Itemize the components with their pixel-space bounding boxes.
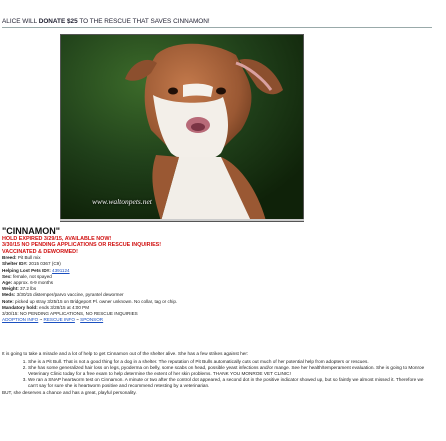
helping-label: Helping Lost Pets ID#: — [2, 267, 51, 273]
strikes-list — [14, 359, 432, 389]
breed-value: Pit Bull mix — [17, 255, 41, 261]
age-label: Age: — [2, 280, 13, 286]
dog-photo — [60, 34, 304, 222]
strike-item: 1. She is a Pit Bull. That is not a good thing for a dog in a shelter. The reputation of Pit Bulls automatically cuts out much of her potential help from adopters or rescues. — [28, 359, 432, 365]
meds-value: 3/30/15 distemper/parvo vaccine, pyrantel dewormer — [16, 292, 124, 298]
sex-label: Sex: — [2, 273, 12, 279]
adoption-info-link[interactable]: ADOPTION INFO — [2, 317, 39, 323]
sponsor-link[interactable]: SPONSOR — [80, 317, 104, 323]
pet-info — [2, 226, 432, 323]
breed-label: Breed: — [2, 255, 17, 261]
story-outro: BUT, she deserves a chance and has a great, playful personality. — [2, 389, 137, 395]
weight-value: 37.2 lbs — [20, 286, 37, 292]
meds-label: Meds: — [2, 292, 16, 298]
shelter-label: Shelter ID#: — [2, 261, 28, 267]
rescue-info-link[interactable]: RESCUE INFO — [43, 317, 75, 323]
banner-bold: DONATE $25 — [38, 18, 78, 25]
banner-prefix: ALICE WILL — [2, 18, 39, 25]
note-value: picked up stray 3/25/15 on Bridgeport Pl. owner unknown. No collar, tag or chip. — [15, 298, 178, 304]
strike-item: 3. We ran a SNAP heartworm test on Cinnamon. A minute or two after the control dot appeared, a second dot in the positive indicator showed up, but so faintly we almost missed it. Therefore we can't say for sure she is heartworm positive and recommend retesting by a veterinarian. — [28, 377, 432, 389]
pending-status: 3/30/15 NO PENDING APPLICATIONS OR RESCUE INQUIRIES! — [2, 242, 162, 249]
story-intro: It is going to take a miracle and a lot of help to get Cinnamon out of the shelter alive. She has a few strikes against her: — [2, 351, 249, 356]
shelter-value: 2015 0367 (C9) — [28, 261, 61, 267]
vaccinated-status: VACCINATED & DEWORMED! — [2, 248, 78, 255]
pet-name: "CINNAMON" — [2, 226, 61, 236]
apps-row: 3/30/15: NO PENDING APPLICATIONS, NO RESCUE INQUIRIES — [2, 311, 138, 317]
story-section — [2, 351, 432, 396]
mandatory-value: ends 3/28/15 at 4:00 PM — [39, 304, 90, 310]
note-label: Note: — [2, 298, 14, 304]
dog-illustration — [61, 35, 303, 221]
photo-bottom-border — [60, 219, 304, 221]
link-separator: ~ — [38, 317, 44, 323]
age-value: approx. 6-9 months — [13, 280, 54, 286]
sex-value: female, not spayed — [13, 273, 52, 279]
banner-suffix: TO THE RESCUE THAT SAVES CINNAMON! — [77, 18, 210, 25]
hold-status: HOLD EXPIRED 3/29/15, AVAILABLE NOW! — [2, 236, 112, 242]
weight-label: Weight: — [2, 286, 19, 292]
donation-banner — [2, 18, 432, 28]
photo-watermark: www.waltonpets.net — [92, 197, 152, 206]
strike-item: 2. She has some generalized hair loss on legs, pyoderma on belly, some scabs on head, possible yeast infections and/or mange. See her health/temperament evaluation. She is going to Monroe Veterinary Clinic today for a free exam to help determine the extent of her skin problems. THANK YOU MONROE VET CLINIC! — [28, 365, 432, 377]
info-links — [2, 317, 432, 323]
link-separator: ~ — [74, 317, 81, 323]
helping-link[interactable]: 4391124 — [52, 267, 70, 273]
mandatory-label: Mandatory hold: — [2, 304, 38, 310]
